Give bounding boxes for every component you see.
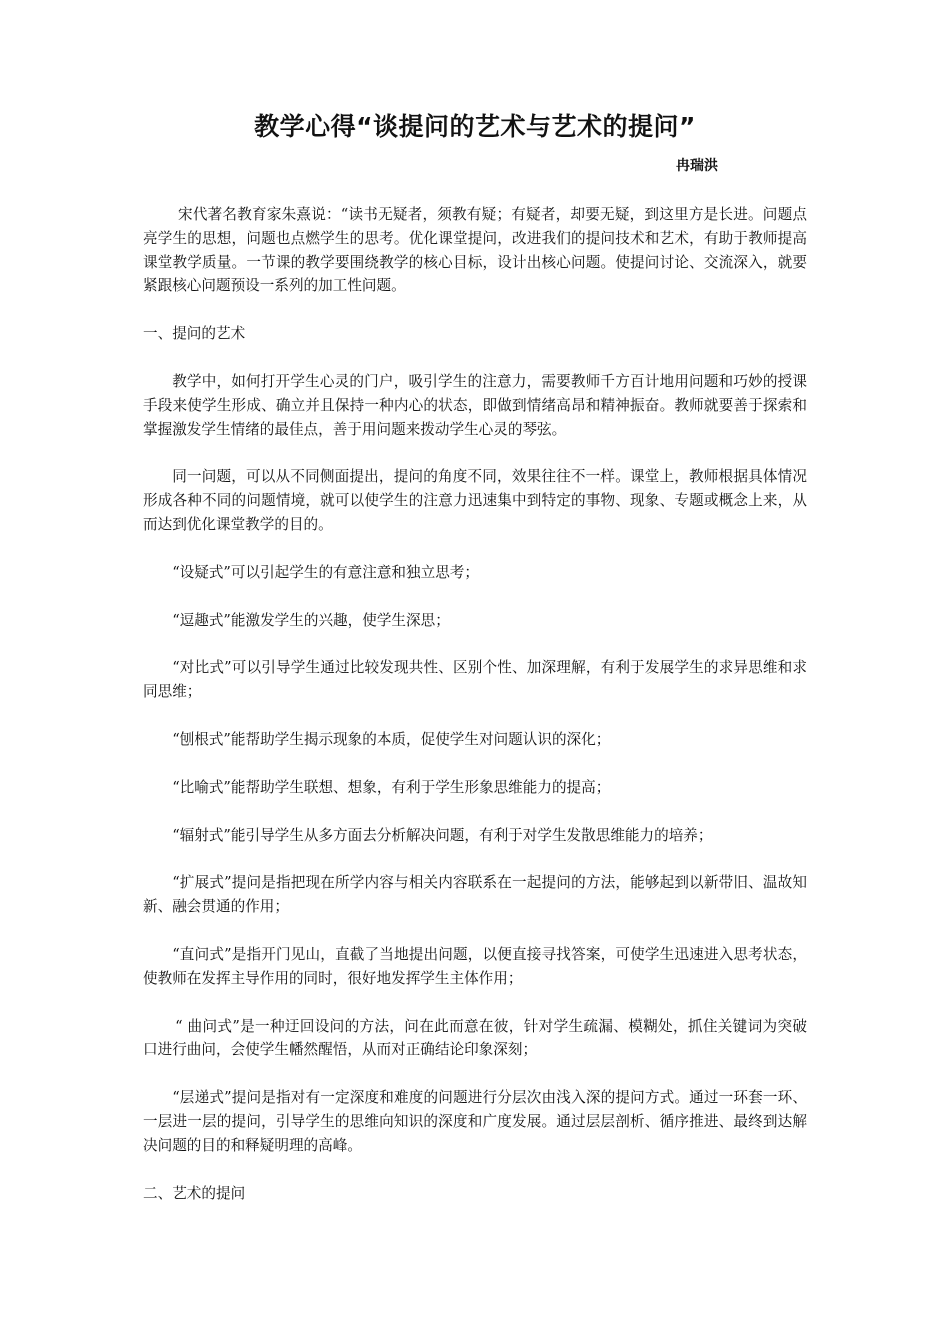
intro-paragraph: 宋代著名教育家朱熹说：“读书无疑者，须教有疑；有疑者，却要无疑，到这里方是长进。问题点亮学生的思想，问题也点燃学生的思考。优化课堂提问，改进我们的提问技术和艺术，有助于教师提高课堂教学质量。一节课的教学要围绕教学的核心目标，设计出核心问题。使提问讨论、交流深入，就要紧跟核心问题预设一系列的加工性问题。	[143, 206, 807, 295]
question-type-item: “扩展式”提问是指把现在所学内容与相关内容联系在一起提问的方法，能够起到以新带旧、温故知新、融会贯通的作用；	[143, 874, 807, 916]
question-type-item: “辐射式”能引导学生从多方面去分析解决问题，有利于对学生发散思维能力的培养；	[172, 826, 713, 844]
question-type-item: “直问式”是指开门见山，直截了当地提出问题，以便直接寻找答案，可使学生迅速进入思考状态，使教师在发挥主导作用的同时，很好地发挥学生主体作用；	[143, 945, 807, 987]
question-type-item: “ 曲问式”是一种迂回设问的方法，问在此而意在彼，针对学生疏漏、模糊处，抓住关键词为突破口进行曲问，会使学生幡然醒悟，从而对正确结论印象深刻；	[143, 1017, 807, 1059]
document-body	[143, 203, 807, 1229]
question-type-item: “设疑式”可以引起学生的有意注意和独立思考；	[172, 563, 479, 581]
body-paragraph: 教学中，如何打开学生心灵的门户，吸引学生的注意力，需要教师千方百计地用问题和巧妙的授课手段来使学生形成、确立并且保持一种内心的状态，即做到情绪高昂和精神振奋。教师就要善于探索和掌握激发学生情绪的最佳点，善于用问题来拨动学生心灵的琴弦。	[143, 372, 807, 438]
section-heading-art-of-questioning: 一、提问的艺术	[143, 325, 246, 343]
question-type-item: “刨根式”能帮助学生揭示现象的本质，促使学生对问题认识的深化；	[172, 730, 611, 748]
document-title: 教学心得“谈提问的艺术与艺术的提问”	[254, 112, 696, 141]
question-type-item: “层递式”提问是指对有一定深度和难度的问题进行分层次由浅入深的提问方式。通过一环套一环、一层进一层的提问，引导学生的思维向知识的深度和广度发展。通过层层剖析、循序推进、最终到达解决问题的目的和释疑明理的高峰。	[143, 1089, 807, 1154]
question-type-item: “比喻式”能帮助学生联想、想象，有利于学生形象思维能力的提高；	[172, 778, 611, 796]
question-type-item: “逗趣式”能激发学生的兴趣，使学生深思；	[172, 611, 450, 629]
body-paragraph: 同一问题，可以从不同侧面提出，提问的角度不同，效果往往不一样。课堂上，教师根据具体情况形成各种不同的问题情境，就可以使学生的注意力迅速集中到特定的事物、现象、专题或概念上来，从而达到优化课堂教学的目的。	[143, 468, 807, 533]
question-type-item: “对比式”可以引导学生通过比较发现共性、区别个性、加深理解，有利于发展学生的求异思维和求同思维；	[143, 659, 807, 701]
author-name: 冉瑞洪	[676, 158, 718, 174]
section-heading-artful-questions: 二、艺术的提问	[143, 1184, 246, 1202]
